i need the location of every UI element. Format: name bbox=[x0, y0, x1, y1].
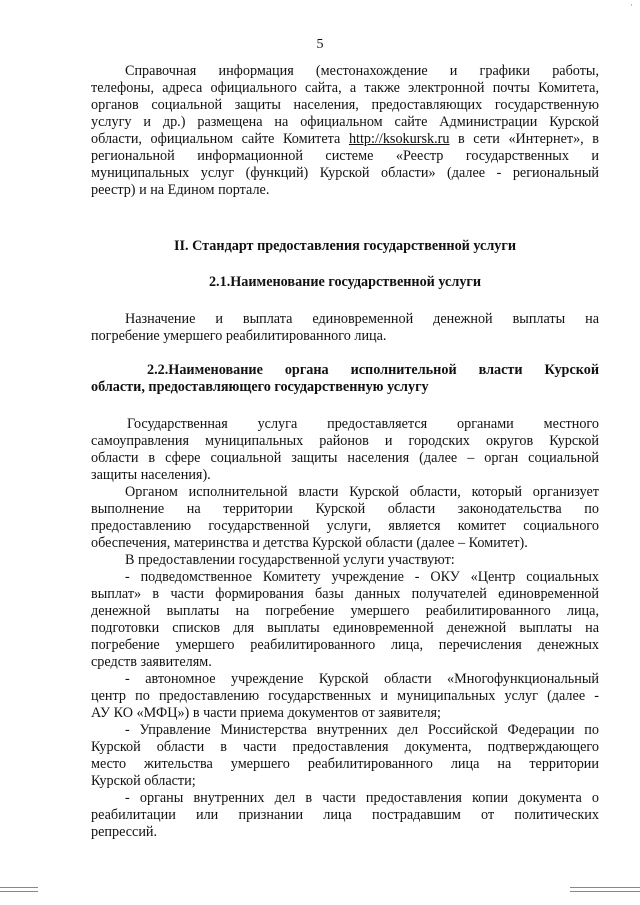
text-line bbox=[91, 165, 599, 182]
website-link[interactable]: http://ksokursk.ru bbox=[348, 131, 450, 147]
text-line bbox=[91, 131, 599, 148]
text-line bbox=[91, 501, 599, 518]
paragraph-line: реестр) и на Едином портале. bbox=[91, 182, 270, 198]
paragraph-line: средств заявителям. bbox=[91, 654, 212, 670]
paragraph-line: - автономное учреждение Курской области «Многофункциональный bbox=[125, 671, 599, 687]
paragraph-line: В предоставлении государственной услуги участвуют: bbox=[125, 552, 455, 568]
page-number: 5 bbox=[316, 37, 324, 52]
text-line bbox=[91, 671, 599, 688]
paragraph-line: Государственная услуга предоставляется органами местного bbox=[127, 416, 599, 432]
text-line bbox=[91, 807, 599, 824]
text-line bbox=[91, 722, 599, 739]
paragraph-line: - органы внутренних дел в части предоставления копии документа о bbox=[125, 790, 599, 806]
text-line bbox=[91, 274, 599, 291]
paragraph-line: услугу и др.) размещена на официальном сайте Администрации Курской bbox=[91, 114, 599, 130]
paragraph-line: самоуправления муниципальных районов и городских округов Курской bbox=[91, 433, 599, 449]
bottom-rule-left-2 bbox=[0, 891, 38, 892]
text-line bbox=[91, 552, 599, 569]
corner-mark: · bbox=[630, 0, 634, 10]
paragraph-line: подготовки списков для выплаты единовременной денежной выплаты на bbox=[91, 620, 599, 636]
text-line bbox=[91, 379, 599, 396]
paragraph-line: погребение умершего реабилитированного лица. bbox=[91, 328, 387, 344]
paragraph-line: репрессий. bbox=[91, 824, 158, 840]
bottom-rule-left bbox=[0, 887, 38, 888]
text-line bbox=[91, 739, 599, 756]
text-line bbox=[91, 467, 599, 484]
paragraph-line: обеспечения, материнства и детства Курской области (далее – Комитет). bbox=[91, 535, 528, 551]
paragraph-line: - подведомственное Комитету учреждение - ОКУ «Центр социальных bbox=[125, 569, 599, 585]
paragraph-line: муниципальных услуг (функций) Курской области» (далее - региональный bbox=[91, 165, 599, 181]
paragraph-line: Органом исполнительной власти Курской области, который организует bbox=[125, 484, 599, 500]
text-line bbox=[91, 484, 599, 501]
text-line bbox=[91, 114, 599, 131]
bottom-rule-right bbox=[570, 887, 640, 888]
text-line bbox=[91, 824, 599, 841]
text-line bbox=[91, 97, 599, 114]
section-heading: 2.1.Наименование государственной услуги bbox=[208, 274, 482, 290]
text-line bbox=[91, 311, 599, 328]
text-line bbox=[91, 705, 599, 722]
text-line bbox=[91, 328, 599, 345]
text-line bbox=[91, 773, 599, 790]
text-line bbox=[91, 688, 599, 705]
text-line bbox=[91, 654, 599, 671]
paragraph-line: Курской области; bbox=[91, 773, 196, 789]
text-line bbox=[91, 182, 599, 199]
text-line bbox=[91, 63, 599, 80]
paragraph-line: погребение умершего реабилитированного лица, перечисления денежных bbox=[91, 637, 599, 653]
paragraph-line: Справочная информация (местонахождение и графики работы, bbox=[125, 63, 599, 79]
paragraph-line: реабилитации или признании лица пострадавшим от политических bbox=[91, 807, 599, 823]
section-heading: области, предоставляющего государственную услугу bbox=[91, 379, 429, 395]
paragraph-line: защиты населения). bbox=[91, 467, 211, 483]
paragraph-line: АУ КО «МФЦ») в части приема документов от заявителя; bbox=[91, 705, 441, 721]
text-line bbox=[91, 569, 599, 586]
paragraph-line: предоставлению государственной услуги, является комитет социального bbox=[91, 518, 599, 534]
paragraph-line: региональной информационной системе «Реестр государственных и bbox=[91, 148, 599, 164]
paragraph-line: области, официальном сайте Комитета http://ksokursk.ru в сети «Интернет», в bbox=[91, 131, 600, 147]
paragraph-line: центр по предоставлению государственных и муниципальных услуг (далее - bbox=[91, 688, 599, 704]
text-line bbox=[91, 790, 599, 807]
paragraph-line: области в сфере социальной защиты населения (далее – орган социальной bbox=[91, 450, 599, 466]
text-line bbox=[91, 637, 599, 654]
paragraph-line: Назначение и выплата единовременной денежной выплаты на bbox=[125, 311, 599, 327]
text-line bbox=[91, 148, 599, 165]
text-line bbox=[91, 586, 599, 603]
paragraph-line: Курской области в части предоставления документа, подтверждающего bbox=[91, 739, 599, 755]
paragraph-line: органов социальной защиты населения, предоставляющих государственную bbox=[91, 97, 599, 113]
paragraph-line: выплат» в части формирования базы данных получателей единовременной bbox=[91, 586, 599, 602]
paragraph-line: выполнение на территории Курской области законодательства по bbox=[91, 501, 599, 517]
text-line bbox=[91, 620, 599, 637]
text-line bbox=[91, 80, 599, 97]
text-line bbox=[91, 603, 599, 620]
text-line bbox=[91, 416, 599, 433]
text-line bbox=[91, 756, 599, 773]
text-line bbox=[91, 238, 599, 255]
paragraph-line: денежной выплаты на погребение умершего реабилитированного лица, bbox=[91, 603, 599, 619]
bottom-rule-right-2 bbox=[570, 891, 640, 892]
paragraph-line: телефоны, адреса официального сайта, а также электронной почты Комитета, bbox=[91, 80, 599, 96]
paragraph-line: место жительства умершего реабилитированного лица на территории bbox=[91, 756, 599, 772]
text-line bbox=[91, 433, 599, 450]
text-line bbox=[91, 362, 599, 379]
section-heading: 2.2.Наименование органа исполнительной власти Курской bbox=[147, 362, 599, 378]
text-line bbox=[91, 450, 599, 467]
section-heading: II. Стандарт предоставления государственной услуги bbox=[173, 238, 517, 254]
paragraph-line: - Управление Министерства внутренних дел Российской Федерации по bbox=[125, 722, 599, 738]
text-line bbox=[91, 518, 599, 535]
text-line bbox=[91, 535, 599, 552]
